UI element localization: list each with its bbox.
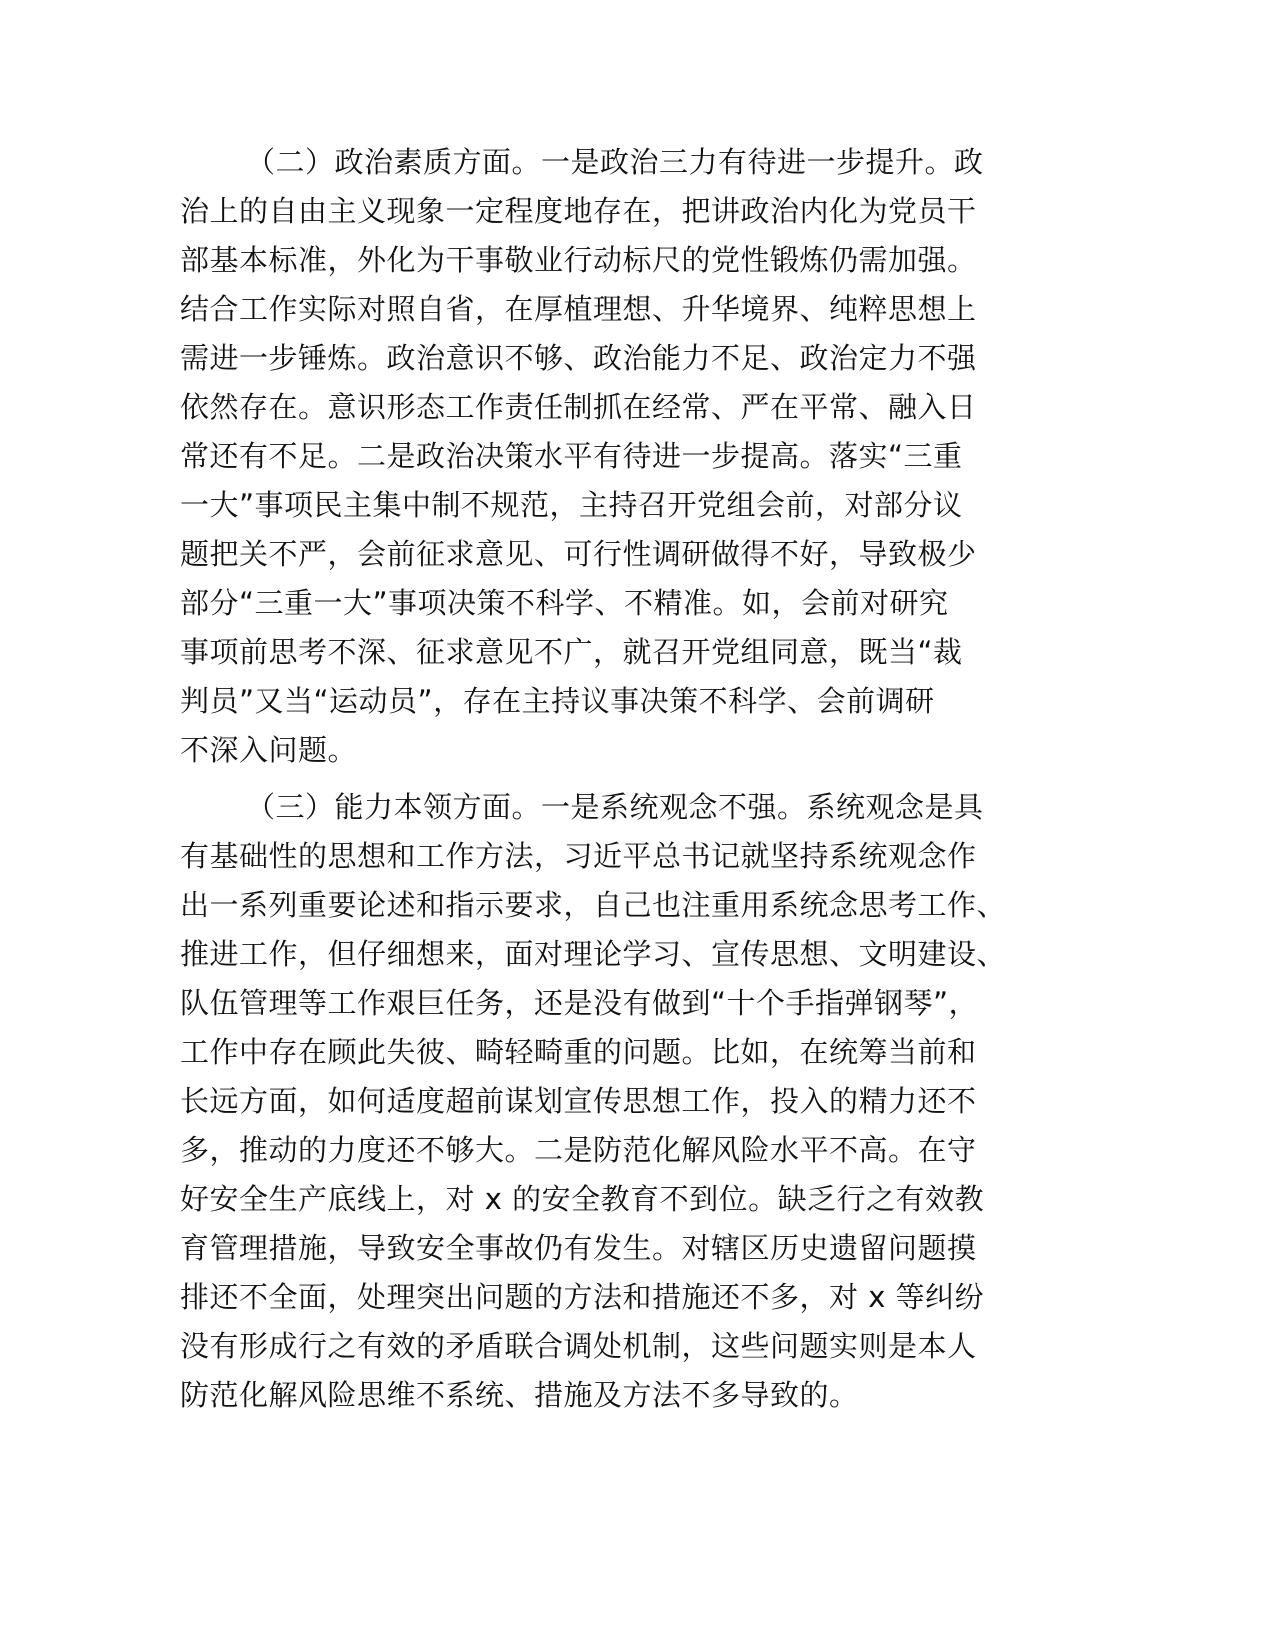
text-line: 没有形成行之有效的矛盾联合调处机制，这些问题实则是本人 (180, 1329, 977, 1363)
text-line: 依然存在。意识形态工作责任制抓在经常、严在平常、融入日 (180, 390, 977, 424)
paragraph-political-quality (180, 138, 1060, 775)
text-line: 需进一步锤炼。政治意识不够、政治能力不足、政治定力不强 (180, 341, 977, 375)
text-line: 判员”又当“运动员”，存在主持议事决策不科学、会前调研 (180, 684, 935, 718)
text-line: 好安全生产底线上，对 x 的安全教育不到位。缺乏行之有效教 (180, 1182, 985, 1216)
text-line: 事项前思考不深、征求意见不广，就召开党组同意，既当“裁 (180, 635, 963, 669)
text-line: 一大”事项民主集中制不规范，主持召开党组会前，对部分议 (180, 488, 963, 522)
text-line: 育管理措施，导致安全事故仍有发生。对辖区历史遗留问题摸 (180, 1231, 977, 1265)
text-line: 题把关不严，会前征求意见、可行性调研做得不好，导致极少 (180, 537, 977, 571)
text-line: 常还有不足。二是政治决策水平有待进一步提高。落实“三重 (180, 439, 963, 473)
text-line: 防范化解风险思维不系统、措施及方法不多导致的。 (180, 1378, 859, 1412)
text-line: 排还不全面，处理突出问题的方法和措施还不多，对 x 等纠纷 (180, 1280, 985, 1314)
text-line: 治上的自由主义现象一定程度地存在，把讲政治内化为党员干 (180, 194, 977, 228)
text-line: 出一系列重要论述和指示要求，自己也注重用系统念思考工作、 (180, 888, 1007, 922)
text-line: 多，推动的力度还不够大。二是防范化解风险水平不高。在守 (180, 1133, 977, 1167)
text-line: （二）政治素质方面。一是政治三力有待进一步提升。政 (246, 145, 984, 179)
text-line: 结合工作实际对照自省，在厚植理想、升华境界、纯粹思想上 (180, 292, 977, 326)
text-line: 队伍管理等工作艰巨任务，还是没有做到“十个手指弹钢琴”， (180, 986, 979, 1020)
text-line: 长远方面，如何适度超前谋划宣传思想工作，投入的精力还不 (180, 1084, 977, 1118)
document-page (180, 138, 1060, 1428)
paragraph-ability-skills (180, 783, 1060, 1420)
text-line: 推进工作，但仔细想来，面对理论学习、宣传思想、文明建设、 (180, 937, 1007, 971)
text-line: 部基本标准，外化为干事敬业行动标尺的党性锻炼仍需加强。 (180, 243, 977, 277)
text-line: 工作中存在顾此失彼、畸轻畸重的问题。比如，在统筹当前和 (180, 1035, 977, 1069)
text-line: 不深入问题。 (180, 733, 358, 767)
text-line: 部分“三重一大”事项决策不科学、不精准。如，会前对研究 (180, 586, 949, 620)
text-line: （三）能力本领方面。一是系统观念不强。系统观念是具 (246, 790, 984, 824)
text-line: 有基础性的思想和工作方法，习近平总书记就坚持系统观念作 (180, 839, 977, 873)
